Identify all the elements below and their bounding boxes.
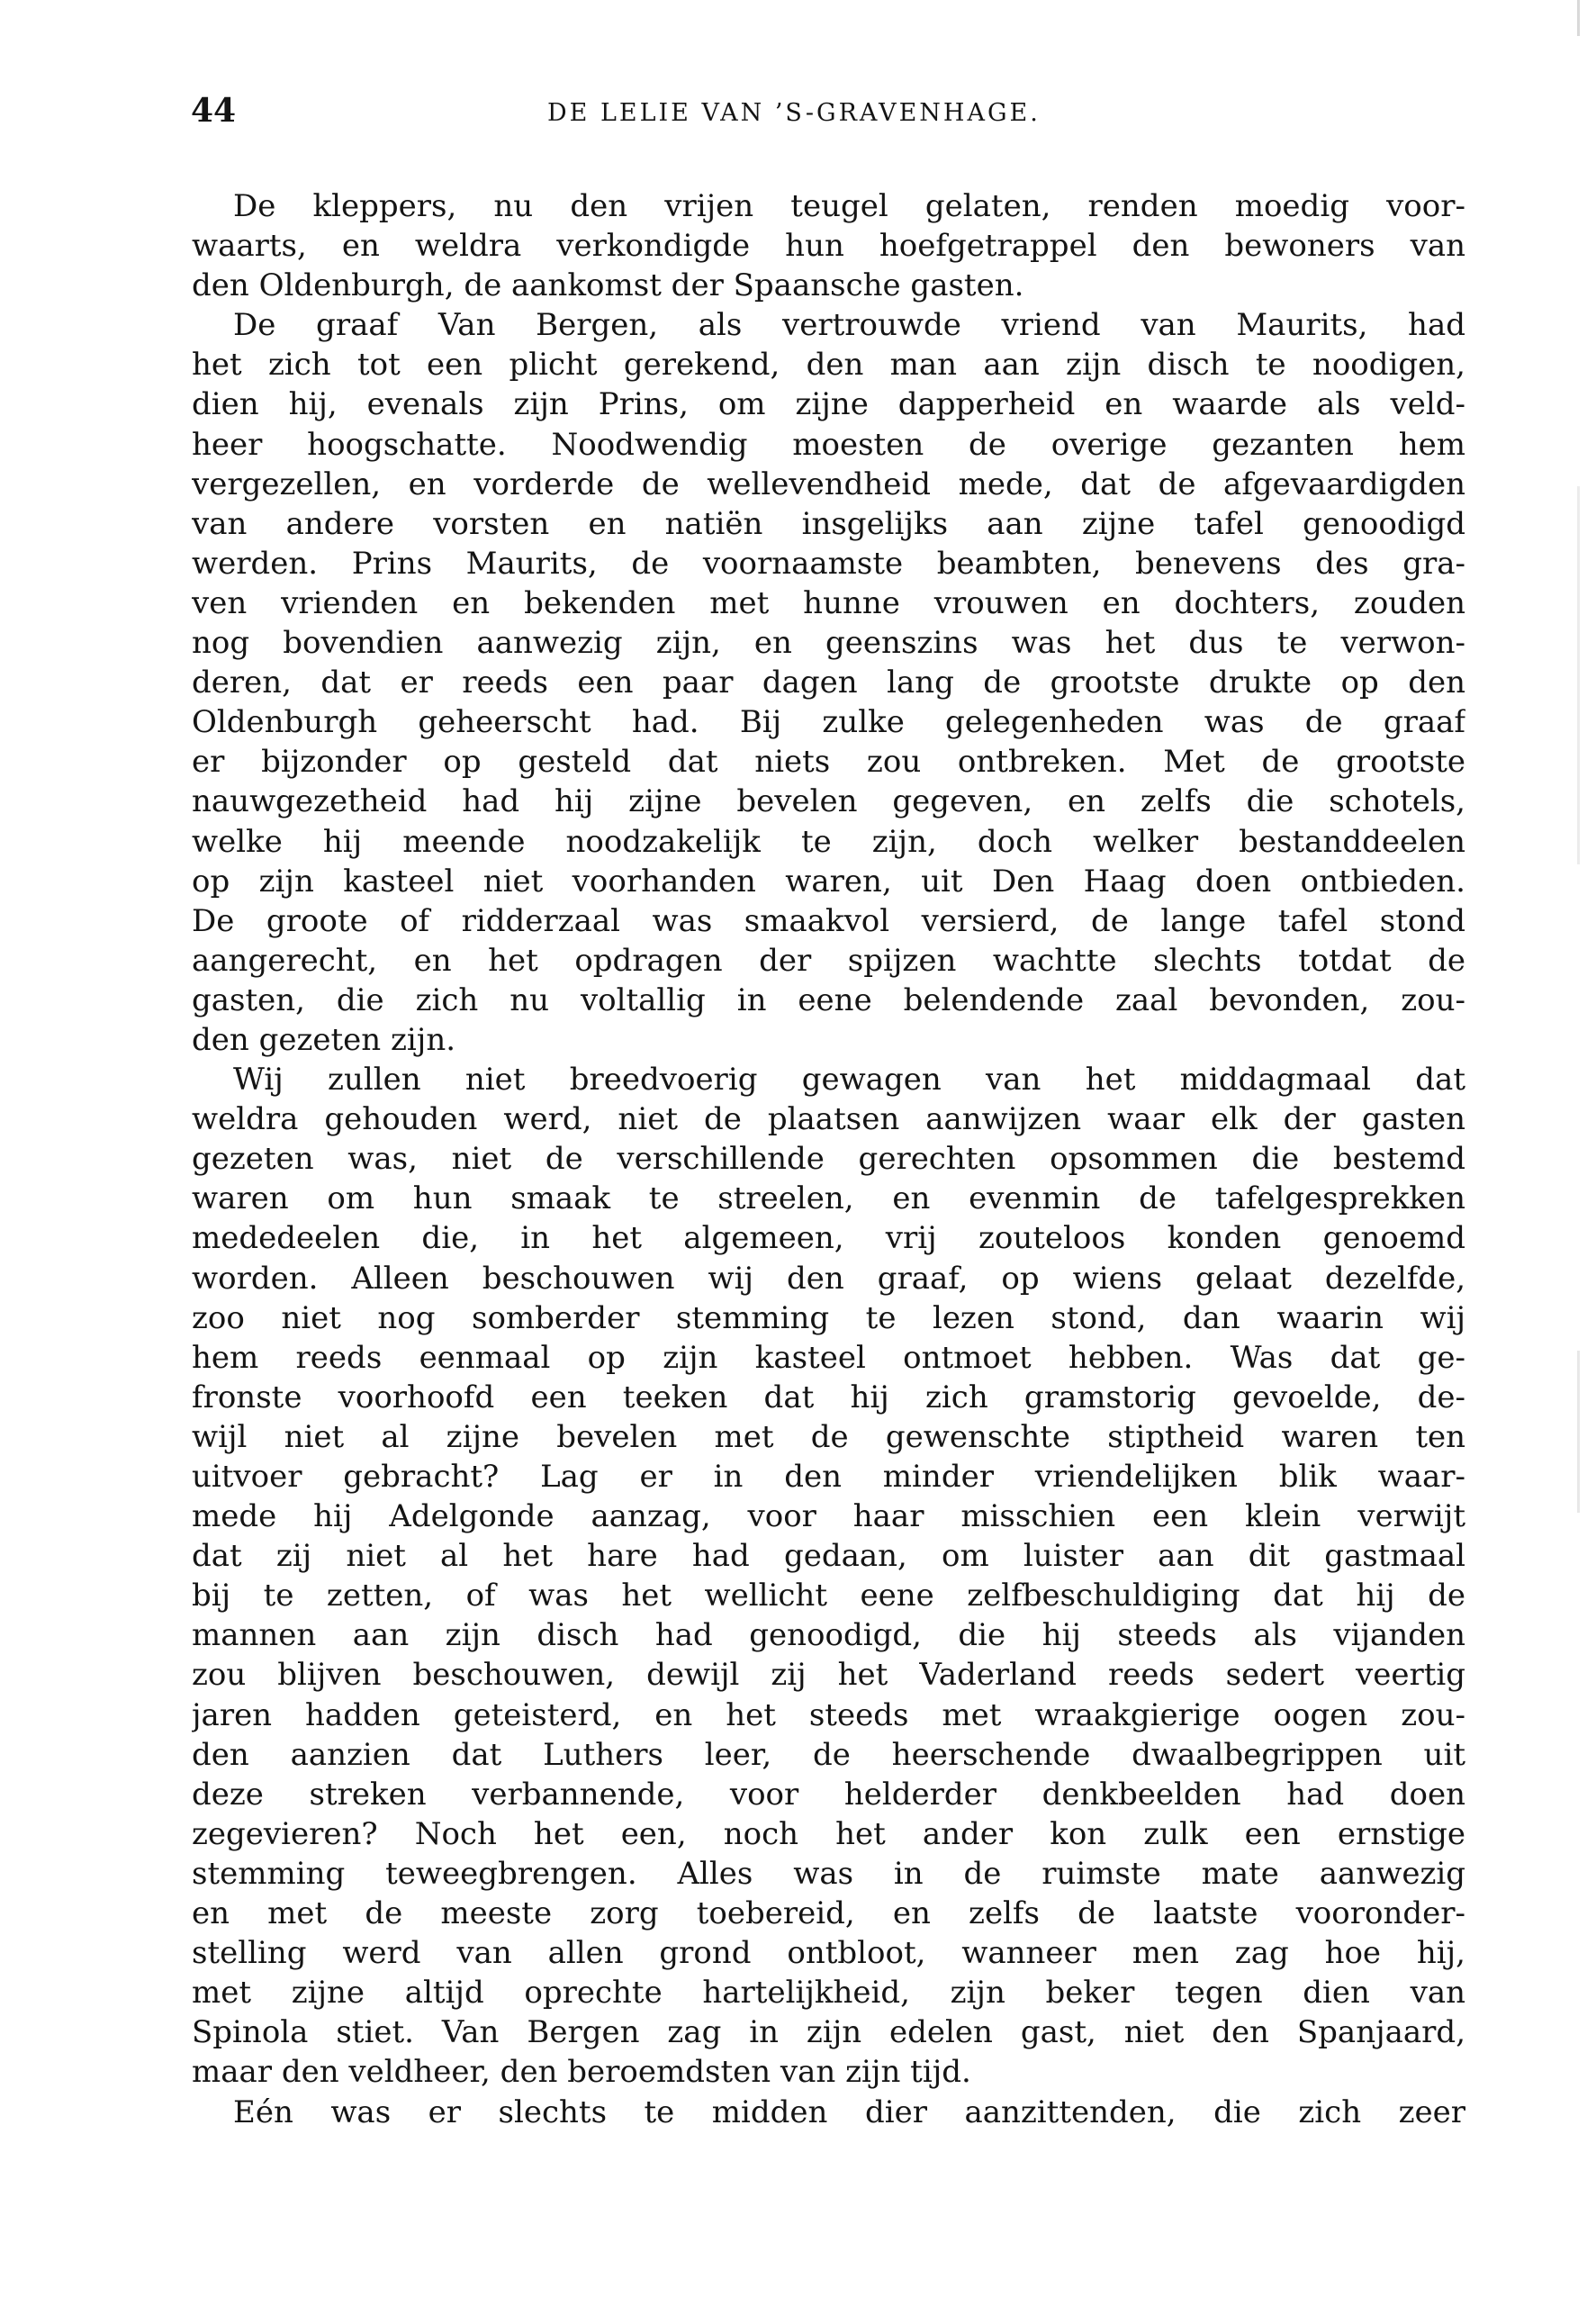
text-line: weldra gehouden werd, niet de plaatsen aanwijzen waar elk der gasten — [192, 1101, 1465, 1138]
text-line: op zijn kasteel niet voorhanden waren, uit Den Haag doen ontbieden. — [192, 863, 1465, 900]
text-line: bij te zetten, of was het wellicht eene zelfbeschuldiging dat hij de — [192, 1578, 1465, 1614]
text-line: waarts, en weldra verkondigde hun hoefgetrappel den bewoners van — [192, 228, 1465, 265]
scan-margin-mark — [1577, 1351, 1580, 1513]
text-line: vergezellen, en vorderde de wellevendheid mede, dat de afgevaardigden — [192, 466, 1465, 502]
text-line: met zijne altijd oprechte hartelijkheid, zijn beker tegen dien van — [192, 1975, 1465, 2012]
text-line: welke hij meende noodzakelijk te zijn, doch welker bestanddeelen — [192, 823, 1465, 860]
text-line: zoo niet nog somberder stemming te lezen stond, dan waarin wij — [192, 1299, 1465, 1336]
text-line: De groote of ridderzaal was smaakvol versierd, de lange tafel stond — [192, 902, 1465, 939]
text-line: hem reeds eenmaal op zijn kasteel ontmoet hebben. Was dat ge- — [192, 1339, 1465, 1376]
text-line: er bijzonder op gesteld dat niets zou ontbreken. Met de grootste — [192, 744, 1465, 781]
text-line: gezeten was, niet de verschillende gerechten opsommen die bestemd — [192, 1141, 1465, 1178]
text-line: aangerecht, en het opdragen der spijzen wachtte slechts totdat de — [192, 942, 1465, 979]
text-line: De graaf Van Bergen, als vertrouwde vriend van Maurits, had — [233, 307, 1465, 344]
text-line: den Oldenburgh, de aankomst der Spaansche gasten. — [192, 267, 1024, 304]
text-line: deren, dat er reeds een paar dagen lang de grootste drukte op den — [192, 665, 1465, 701]
text-line: zegevieren? Noch het een, noch het ander kon zulk een ernstige — [192, 1815, 1465, 1852]
running-title: DE LELIE VAN ’S-GRAVENHAGE. — [547, 99, 1041, 127]
text-line: mannen aan zijn disch had genoodigd, die hij steeds als vijanden — [192, 1617, 1465, 1654]
text-line: den aanzien dat Luthers leer, de heerschende dwaalbegrippen uit — [192, 1736, 1465, 1773]
text-line: Oldenburgh geheerscht had. Bij zulke gelegenheden was de graaf — [192, 704, 1465, 741]
text-line: deze streken verbannende, voor helderder denkbeelden had doen — [192, 1776, 1465, 1813]
body-text — [192, 186, 1465, 2132]
scan-margin-mark — [1577, 0, 1580, 36]
text-line: nauwgezetheid had hij zijne bevelen gegeven, en zelfs die schotels, — [192, 783, 1465, 820]
scan-margin-mark — [1577, 486, 1580, 864]
text-line: dat zij niet al het hare had gedaan, om luister aan dit gastmaal — [192, 1538, 1465, 1575]
text-line: werden. Prins Maurits, de voornaamste beambten, benevens des gra- — [192, 545, 1465, 582]
text-line: van andere vorsten en natiën insgelijks aan zijne tafel genoodigd — [192, 505, 1465, 542]
text-line: maar den veldheer, den beroemdsten van zijn tijd. — [192, 2054, 971, 2091]
text-line: dien hij, evenals zijn Prins, om zijne dapperheid en waarde als veld- — [192, 386, 1465, 423]
page-number: 44 — [191, 92, 237, 130]
text-line: mededeelen die, in het algemeen, vrij zouteloos konden genoemd — [192, 1220, 1465, 1257]
text-line: den gezeten zijn. — [192, 1021, 456, 1058]
text-line: waren om hun smaak te streelen, en evenmin de tafelgesprekken — [192, 1180, 1465, 1217]
text-line: ven vrienden en bekenden met hunne vrouwen en dochters, zouden — [192, 584, 1465, 621]
text-line: het zich tot een plicht gerekend, den man aan zijn disch te noodigen, — [192, 347, 1465, 384]
text-line: uitvoer gebracht? Lag er in den minder vriendelijken blik waar- — [192, 1459, 1465, 1495]
text-line: nog bovendien aanwezig zijn, en geenszins was het dus te verwon- — [192, 625, 1465, 662]
text-line: Wij zullen niet breedvoerig gewagen van het middagmaal dat — [233, 1062, 1465, 1099]
text-line: Eén was er slechts te midden dier aanzittenden, die zich zeer — [233, 2093, 1465, 2130]
text-line: stemming teweegbrengen. Alles was in de ruimste mate aanwezig — [192, 1855, 1465, 1892]
text-line: zou blijven beschouwen, dewijl zij het Vaderland reeds sedert veertig — [192, 1657, 1465, 1694]
text-line: jaren hadden geteisterd, en het steeds met wraakgierige oogen zou- — [192, 1696, 1465, 1733]
text-line: De kleppers, nu den vrijen teugel gelaten, renden moedig voor- — [233, 188, 1465, 224]
text-line: worden. Alleen beschouwen wij den graaf, op wiens gelaat dezelfde, — [192, 1260, 1465, 1297]
text-line: Spinola stiet. Van Bergen zag in zijn edelen gast, niet den Spanjaard, — [192, 2014, 1465, 2051]
text-line: gasten, die zich nu voltallig in eene belendende zaal bevonden, zou- — [192, 981, 1465, 1018]
text-line: heer hoogschatte. Noodwendig moesten de overige gezanten hem — [192, 426, 1465, 463]
text-line: en met de meeste zorg toebereid, en zelfs de laatste vooronder- — [192, 1895, 1465, 1932]
text-line: stelling werd van allen grond ontbloot, wanneer men zag hoe hij, — [192, 1935, 1465, 1972]
text-line: mede hij Adelgonde aanzag, voor haar misschien een klein verwijt — [192, 1498, 1465, 1535]
text-line: wijl niet al zijne bevelen met de gewenschte stiptheid waren ten — [192, 1418, 1465, 1455]
text-line: fronste voorhoofd een teeken dat hij zich gramstorig gevoelde, de- — [192, 1379, 1465, 1415]
